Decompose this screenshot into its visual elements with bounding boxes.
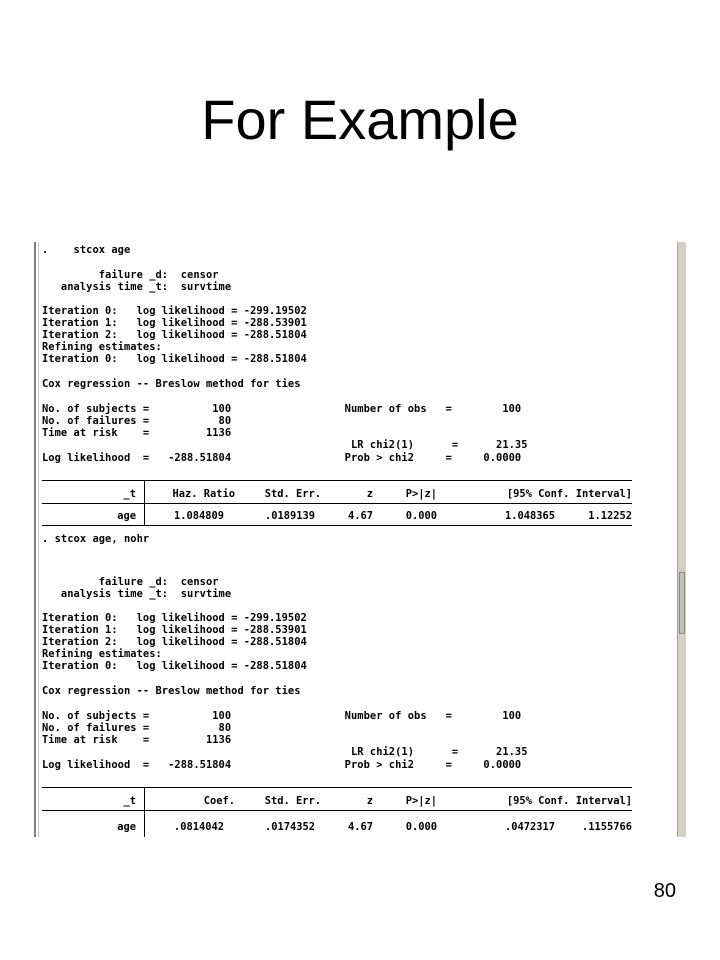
output-line: No. of failures = 80 xyxy=(42,722,232,734)
window-border-inner xyxy=(38,242,39,837)
table-header: [95% Conf. Interval] xyxy=(506,488,632,500)
table-header: Std. Err. xyxy=(264,795,321,807)
output-line: No. of failures = 80 xyxy=(42,415,232,427)
output-line: Iteration 2: log likelihood = -288.51804 xyxy=(42,329,307,341)
coefficient-table xyxy=(42,787,632,833)
output-line: Iteration 2: log likelihood = -288.51804 xyxy=(42,636,307,648)
output-line: No. of subjects = 100 Number of obs = 100 xyxy=(42,710,522,722)
output-line: Refining estimates: xyxy=(42,648,162,660)
table-cell: age xyxy=(117,510,136,522)
table-cell: .0189139 xyxy=(264,510,315,522)
page-number: 80 xyxy=(653,880,676,902)
table-cell: .0174352 xyxy=(264,821,315,833)
output-line: Time at risk = 1136 xyxy=(42,427,232,439)
table-cell: 0.000 xyxy=(405,510,437,522)
output-line: LR chi2(1) = 21.35 xyxy=(42,439,528,451)
output-line: . stcox age, nohr xyxy=(42,533,150,545)
output-line: analysis time _t: survtime xyxy=(42,281,232,293)
output-line: Cox regression -- Breslow method for ties xyxy=(42,685,301,697)
output-line: Iteration 1: log likelihood = -288.53901 xyxy=(42,624,307,636)
output-line: Cox regression -- Breslow method for ties xyxy=(42,378,301,390)
table-header: P>|z| xyxy=(405,795,437,807)
table-header: z xyxy=(366,795,373,807)
output-line: No. of subjects = 100 Number of obs = 100 xyxy=(42,403,522,415)
table-header: P>|z| xyxy=(405,488,437,500)
output-line: Iteration 1: log likelihood = -288.53901 xyxy=(42,317,307,329)
output-line: failure _d: censor xyxy=(42,576,219,588)
table-cell: 4.67 xyxy=(347,510,373,522)
scrollbar-thumb[interactable] xyxy=(679,572,685,634)
output-line: Iteration 0: log likelihood = -299.19502 xyxy=(42,612,307,624)
table-cell: 1.12252 xyxy=(588,510,632,522)
table-cell: age xyxy=(117,821,136,833)
table-cell: .0814042 xyxy=(173,821,224,833)
stata-results-window[interactable] xyxy=(34,242,686,837)
slide-title: For Example xyxy=(201,88,519,151)
hazard-ratio-table xyxy=(42,480,632,526)
table-header: [95% Conf. Interval] xyxy=(506,795,632,807)
table-header: Haz. Ratio xyxy=(172,488,235,500)
window-border xyxy=(34,242,36,837)
table-cell: 1.048365 xyxy=(504,510,555,522)
output-line: Log likelihood = -288.51804 Prob > chi2 = 0.0000 xyxy=(42,759,522,771)
output-line: Refining estimates: xyxy=(42,341,162,353)
table-header: Coef. xyxy=(203,795,235,807)
output-line: Log likelihood = -288.51804 Prob > chi2 = 0.0000 xyxy=(42,452,522,464)
output-line: . stcox age xyxy=(42,244,131,256)
table-cell: .1155766 xyxy=(581,821,632,833)
output-line: analysis time _t: survtime xyxy=(42,588,232,600)
table-header: _t xyxy=(123,795,136,807)
output-line: Iteration 0: log likelihood = -299.19502 xyxy=(42,305,307,317)
table-cell: 4.67 xyxy=(347,821,373,833)
output-line: LR chi2(1) = 21.35 xyxy=(42,746,528,758)
table-cell: .0472317 xyxy=(504,821,555,833)
output-line: Iteration 0: log likelihood = -288.51804 xyxy=(42,660,307,672)
output-line: failure _d: censor xyxy=(42,269,219,281)
table-header: z xyxy=(366,488,373,500)
output-line: Iteration 0: log likelihood = -288.51804 xyxy=(42,353,307,365)
table-cell: 1.084809 xyxy=(173,510,224,522)
table-header: _t xyxy=(123,488,136,500)
table-cell: 0.000 xyxy=(405,821,437,833)
table-header: Std. Err. xyxy=(264,488,321,500)
output-line: Time at risk = 1136 xyxy=(42,734,232,746)
vertical-scrollbar[interactable] xyxy=(677,242,686,837)
